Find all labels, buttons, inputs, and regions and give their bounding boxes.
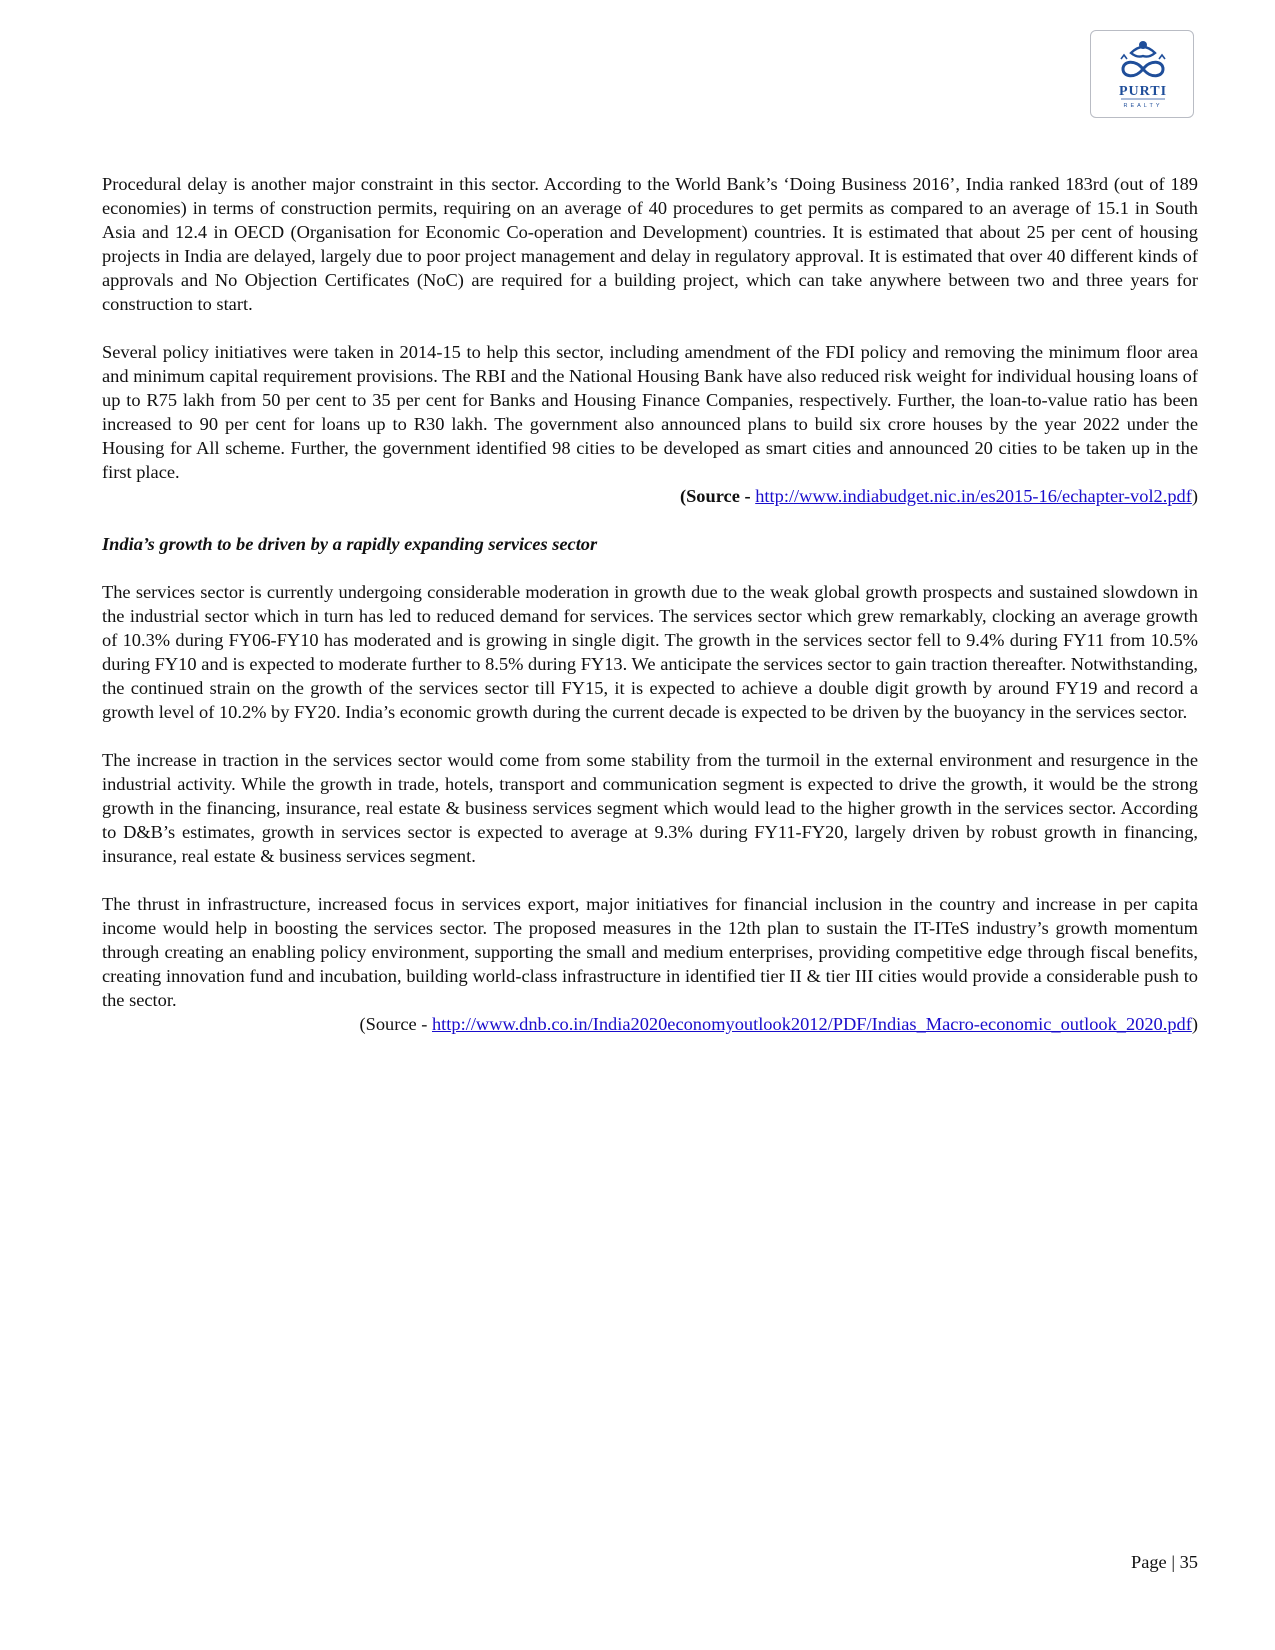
source-1-close-paren: ) xyxy=(1191,486,1198,506)
source-2-label: (Source - xyxy=(359,1014,432,1034)
purti-logo-emblem-icon xyxy=(1091,31,1195,119)
source-1-link[interactable]: http://www.indiabudget.nic.in/es2015-16/echapter-vol2.pdf xyxy=(755,486,1192,506)
paragraph-infrastructure-thrust: The thrust in infrastructure, increased focus in services export, major initiatives for financial inclusion in the country and increase in per capita income would help in boosting the services sector. The proposed measures in the 12th plan to sustain the IT-ITeS industry’s growth momentum through creating an enabling policy environment, supporting the small and medium enterprises, providing competitive edge through fiscal benefits, creating innovation fund and incubation, building world-class infrastructure in identified tier II & tier III cities would provide a considerable push to the sector. xyxy=(102,894,1198,1010)
source-1-open-paren: ( xyxy=(679,486,687,506)
source-citation-1 xyxy=(102,484,1198,508)
paragraph-services-traction: The increase in traction in the services sector would come from some stability from the turmoil in the external environment and resurgence in the industrial activity. While the growth in trade, hotels, transport and communication segment is expected to drive the growth, it would be the strong growth in the financing, insurance, real estate & business services segment which would lead to the higher growth in the services sector. According to D&B’s estimates, growth in services sector is expected to average at 9.3% during FY11-FY20, largely driven by robust growth in financing, insurance, real estate & business services segment. xyxy=(102,750,1198,866)
company-logo xyxy=(1090,30,1194,118)
source-2-close-paren: ) xyxy=(1191,1014,1198,1034)
source-2-link[interactable]: http://www.dnb.co.in/India2020economyoutlook2012/PDF/Indias_Macro-economic_outlook_2020.pdf xyxy=(431,1014,1192,1034)
paragraph-procedural-delay: Procedural delay is another major constraint in this sector. According to the World Bank’s ‘Doing Business 2016’, India ranked 183rd (out of 189 economies) in terms of construction permits, requiring on an average of 40 procedures to get permits as compared to an average of 15.1 in South Asia and 12.4 in OECD (Organisation for Economic Co-operation and Development) countries. It is estimated that about 25 per cent of housing projects in India are delayed, largely due to poor project management and delay in regulatory approval. It is estimated that over 40 different kinds of approvals and No Objection Certificates (NoC) are required for a building project, which can take anywhere between two and three years for construction to start. xyxy=(102,174,1198,314)
logo-wordmark: PURTI xyxy=(1118,84,1168,99)
paragraph-policy-initiatives: Several policy initiatives were taken in 2014-15 to help this sector, including amendment of the FDI policy and removing the minimum floor area and minimum capital requirement provisions. The RBI and the National Housing Bank have also reduced risk weight for individual housing loans of up to R75 lakh from 50 per cent to 35 per cent for Banks and Housing Finance Companies, respectively. Further, the loan-to-value ratio has been increased to 90 per cent for loans up to R30 lakh. The government also announced plans to build six crore houses by the year 2022 under the Housing for All scheme. Further, the government identified 98 cities to be developed as smart cities and announced 20 cities to be taken up in the first place. xyxy=(102,342,1198,482)
page-number: Page | 35 xyxy=(1130,1552,1198,1572)
source-citation-2 xyxy=(102,1012,1198,1036)
logo-tagline: REALTY xyxy=(1123,103,1163,109)
document-body xyxy=(102,172,1198,1036)
source-1-label: Source - xyxy=(686,486,756,506)
section-heading: India’s growth to be driven by a rapidly expanding services sector xyxy=(102,534,598,554)
paragraph-services-moderation: The services sector is currently undergoing considerable moderation in growth due to the weak global growth prospects and sustained slowdown in the industrial sector which in turn has led to reduced demand for services. The services sector which grew remarkably, clocking an average growth of 10.3% during FY06-FY10 has moderated and is growing in single digit. The growth in the services sector fell to 9.4% during FY11 from 10.5% during FY10 and is expected to moderate further to 8.5% during FY13. We anticipate the services sector to gain traction thereafter. Notwithstanding, the continued strain on the growth of the services sector till FY15, it is expected to achieve a double digit growth by around FY19 and record a growth level of 10.2% by FY20. India’s economic growth during the current decade is expected to be driven by the buoyancy in the services sector. xyxy=(102,582,1198,722)
